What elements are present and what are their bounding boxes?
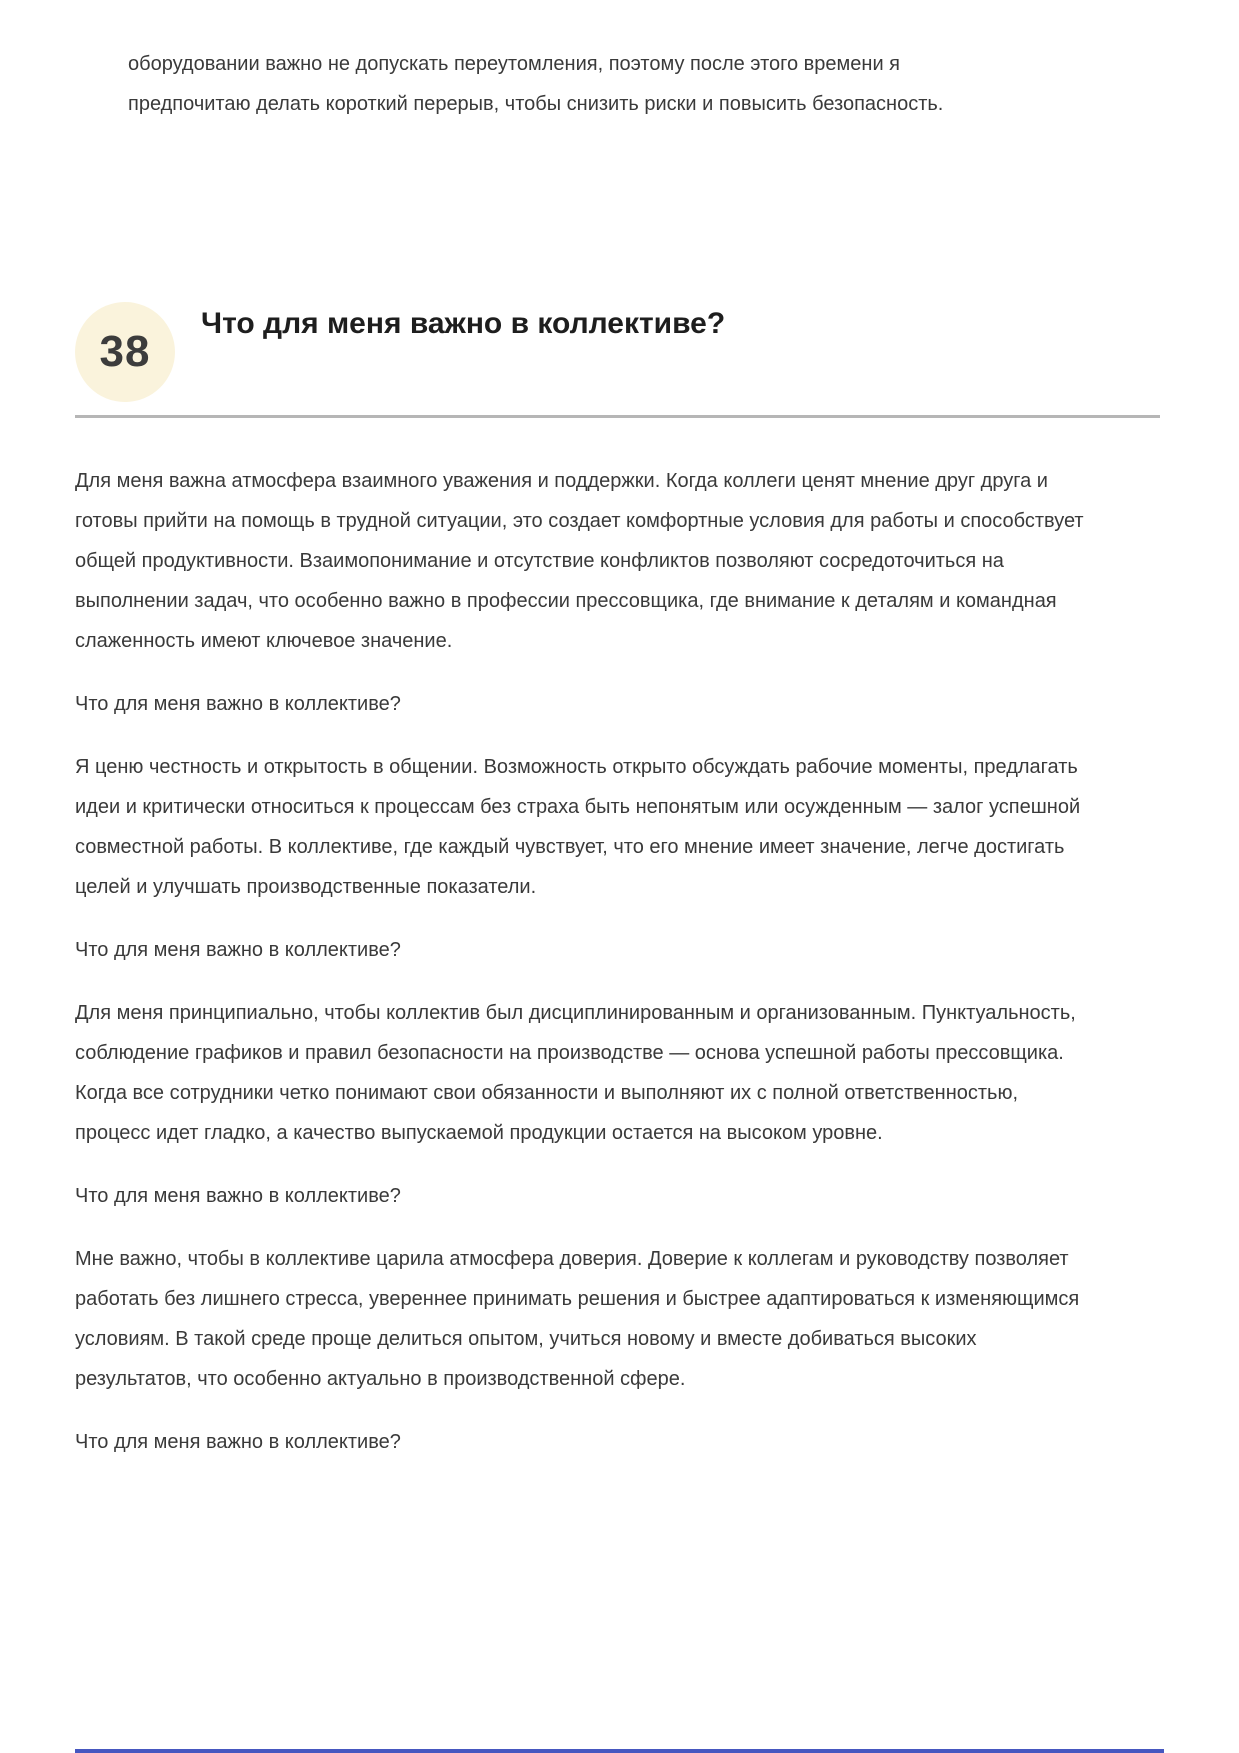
question-line: Что для меня важно в коллективе? [75,1431,401,1453]
answer-content [75,461,1095,1462]
question-line: Что для меня важно в коллективе? [75,939,401,961]
answer-paragraph: Для меня принципиально, чтобы коллектив был дисциплинированным и организованным. Пунктуальность, соблюдение графиков и правил безопасности на производстве — основа успешной работы прессовщика. Когда все сотрудники четко понимают свои обязанности и выполняют их с полной ответственностью, процесс идет гладко, а качество выпускаемой продукции остается на высоком уровне. [75,1002,1076,1144]
section-number-badge [75,302,175,402]
previous-answer-fragment: оборудовании важно не допускать переутомления, поэтому после этого времени я предпочитаю делать короткий перерыв, чтобы снизить риски и повысить безопасность. [128,53,944,115]
question-line: Что для меня важно в коллективе? [75,693,401,715]
answer-paragraph: Я ценю честность и открытость в общении. Возможность открыто обсуждать рабочие моменты, предлагать идеи и критически относиться к процессам без страха быть непонятым или осужденным — залог успешной совместной работы. В коллективе, где каждый чувствует, что его мнение имеет значение, легче достигать целей и улучшать производственные показатели. [75,756,1081,898]
answer-paragraph: Мне важно, чтобы в коллективе царила атмосфера доверия. Доверие к коллегам и руководству позволяет работать без лишнего стресса, увереннее принимать решения и быстрее адаптироваться к изменяющимся условиям. В такой среде проще делиться опытом, учиться новому и вместе добиваться высоких результатов, что особенно актуально в производственной сфере. [75,1248,1080,1390]
section-number: 38 [99,327,151,376]
next-section-accent-line [75,1749,1164,1753]
section-header [75,302,1160,402]
section-title: Что для меня важно в коллективе? [201,307,726,340]
question-line: Что для меня важно в коллективе? [75,1185,401,1207]
section-divider [75,415,1160,418]
answer-paragraph: Для меня важна атмосфера взаимного уважения и поддержки. Когда коллеги ценят мнение друг друга и готовы прийти на помощь в трудной ситуации, это создает комфортные условия для работы и способствует общей продуктивности. Взаимопонимание и отсутствие конфликтов позволяют сосредоточиться на выполнении задач, что особенно важно в профессии прессовщика, где внимание к деталям и командная слаженность имеют ключевое значение. [75,470,1084,652]
